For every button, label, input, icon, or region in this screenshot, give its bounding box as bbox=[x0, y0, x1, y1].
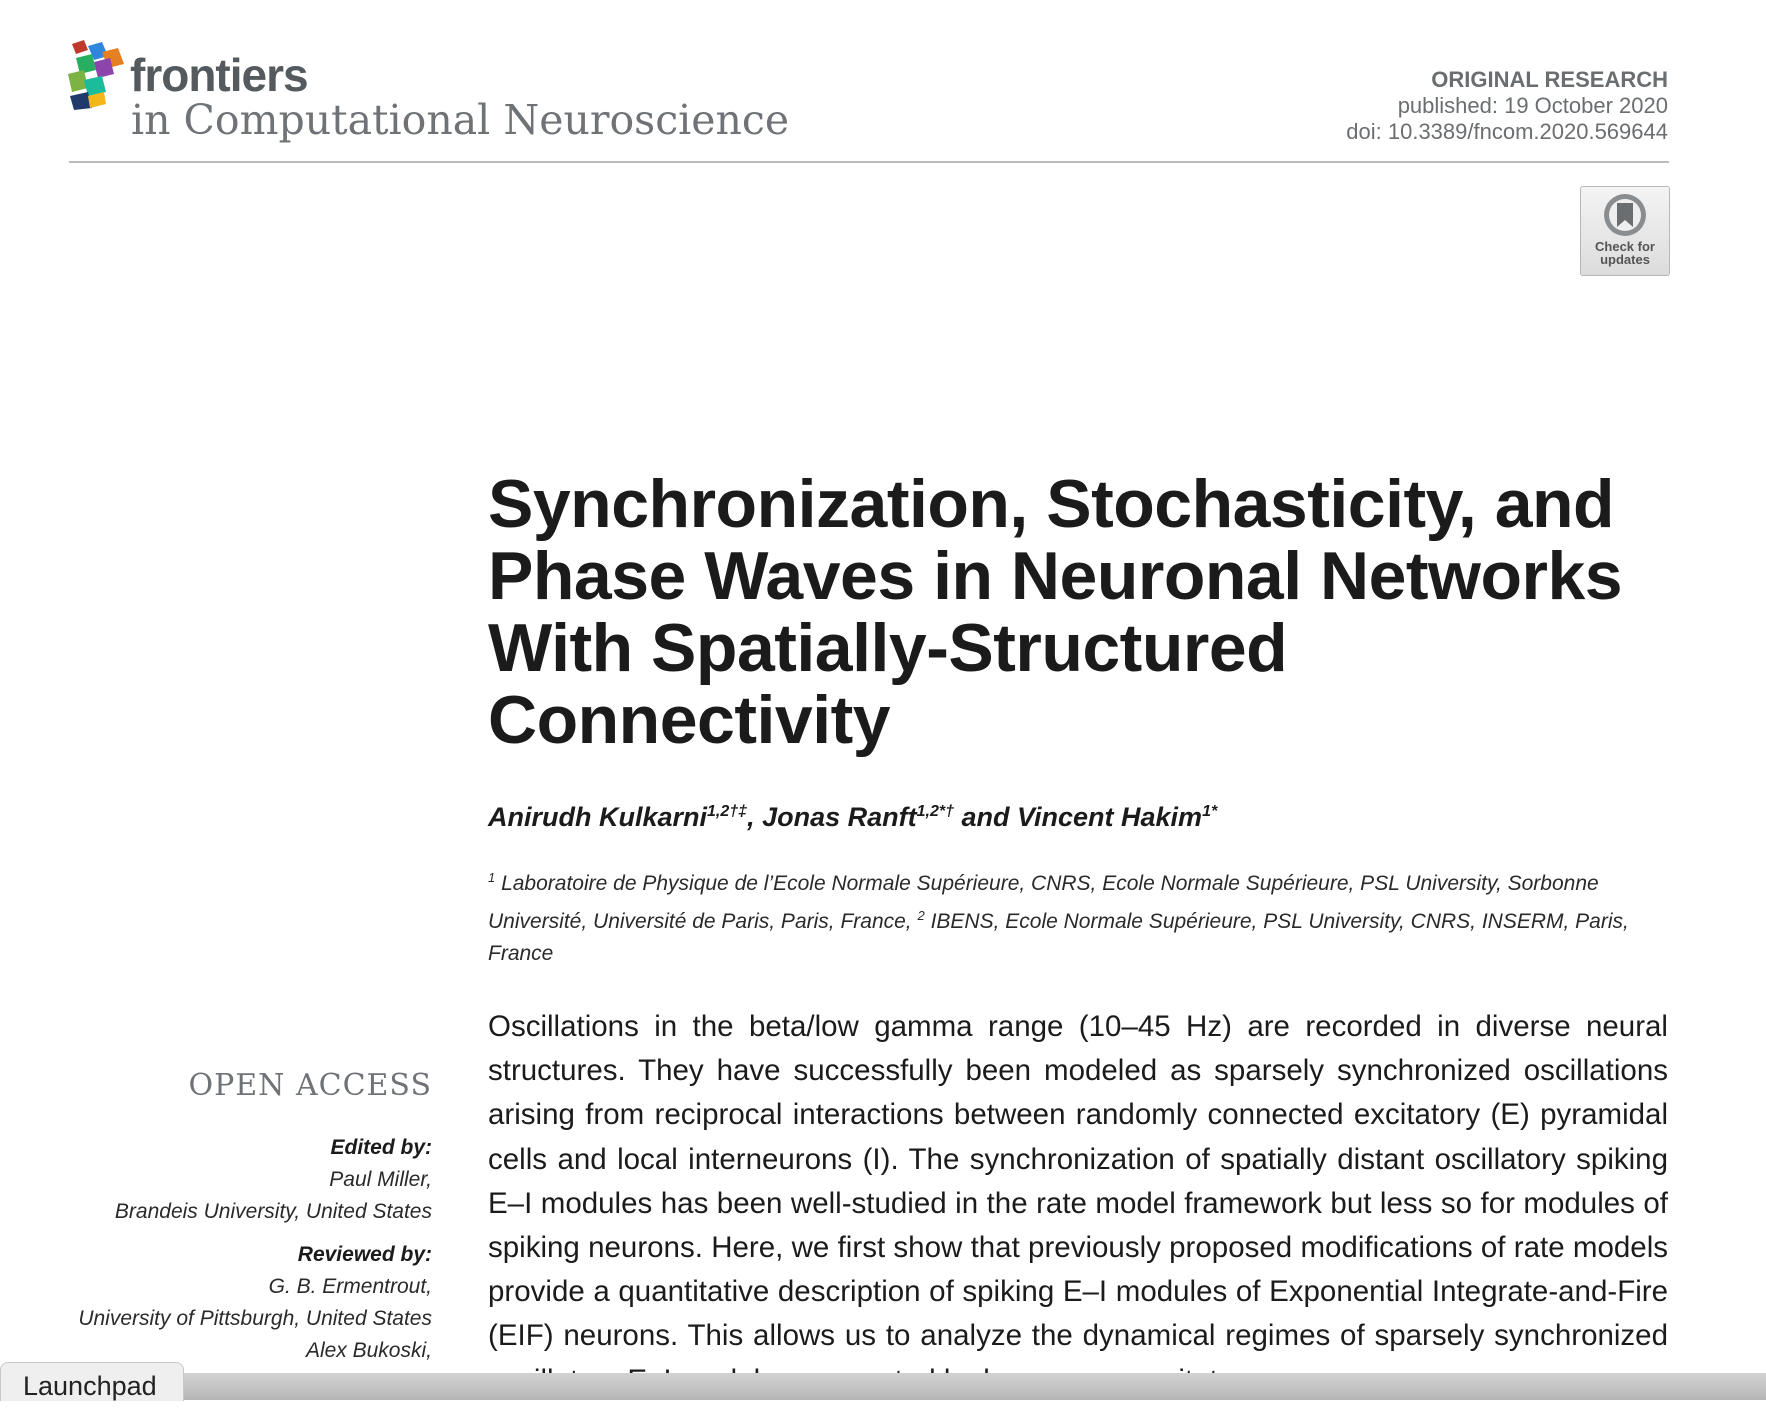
frontiers-logo-icon bbox=[68, 38, 124, 110]
affiliation-number: 2 bbox=[917, 908, 925, 923]
author-name[interactable]: Jonas Ranft bbox=[762, 802, 917, 832]
author-affiliation-marks: 1* bbox=[1202, 803, 1218, 820]
affiliation-number: 1 bbox=[488, 870, 496, 885]
dock-bar bbox=[0, 1373, 1766, 1400]
edited-by-label: Edited by: bbox=[330, 1136, 432, 1159]
article-type: ORIGINAL RESEARCH bbox=[1431, 67, 1668, 92]
open-access-label: OPEN ACCESS bbox=[188, 1068, 432, 1103]
abstract-text: Oscillations in the beta/low gamma range (10–45 Hz) are recorded in diverse neural structures. They have successfully been modeled as sparsely synchronized oscillations arising from reciprocal interactions between randomly connected excitatory (E) pyramidal cells and local interneurons (I). The synchronization of spatially distant oscillatory spiking E–I modules has been well-studied in the rate model framework but less so for modules of spiking neurons. Here, we first show that previously proposed modifications of rate models provide a quantitative description of spiking E–I modules of Exponential Integrate-and-Fire (EIF) neurons. This allows us to analyze the dynamical regimes of sparsely synchronized bbox=[488, 1010, 1668, 1353]
affiliations bbox=[488, 862, 1668, 970]
reviewed-by-label: Reviewed by: bbox=[297, 1243, 432, 1266]
editor-name: Paul Miller, bbox=[329, 1168, 432, 1191]
check-for-updates-button[interactable] bbox=[1580, 186, 1670, 276]
affiliation-text: Laboratoire de Physique de l’Ecole Normale Supérieure, CNRS, Ecole Normale Supérieure, PSL University, Sorbonne Université, Université de Paris, Paris, France, bbox=[488, 872, 1599, 933]
author-affiliation-marks: 1,2*† bbox=[916, 803, 954, 820]
author-name[interactable]: Anirudh Kulkarni bbox=[488, 802, 708, 832]
editor-affiliation: Brandeis University, United States bbox=[114, 1200, 432, 1223]
doi[interactable]: doi: 10.3389/fncom.2020.569644 bbox=[1346, 119, 1668, 144]
author-list bbox=[488, 802, 1217, 833]
author-name[interactable]: Vincent Hakim bbox=[1017, 802, 1203, 832]
affiliation-text: IBENS, Ecole Normale Supérieure, PSL University, CNRS, INSERM, Paris, France bbox=[488, 910, 1629, 965]
header-divider bbox=[69, 161, 1669, 163]
journal-name: in Computational Neuroscience bbox=[131, 96, 790, 144]
editor-block bbox=[115, 1132, 432, 1228]
article-meta bbox=[1346, 67, 1668, 145]
reviewer-name: Alex Bukoski, bbox=[305, 1339, 432, 1362]
launchpad-tooltip: Launchpad bbox=[0, 1362, 184, 1401]
check-for-updates-label: Check for updates bbox=[1595, 239, 1655, 267]
published-date: published: 19 October 2020 bbox=[1397, 93, 1668, 118]
article-title: Synchronization, Stochasticity, and Phase Waves in Neuronal Networks With Spatially-Structured Connectivity bbox=[488, 466, 1623, 758]
author-separator: , bbox=[747, 802, 763, 832]
reviewer-affiliation: University of Pittsburgh, United States bbox=[78, 1307, 432, 1330]
reviewer-name: G. B. Ermentrout, bbox=[268, 1275, 432, 1298]
author-separator: and bbox=[953, 802, 1017, 832]
bookmark-icon bbox=[1601, 191, 1649, 239]
brand-name: frontiers bbox=[130, 49, 308, 101]
author-affiliation-marks: 1,2†‡ bbox=[707, 803, 748, 820]
